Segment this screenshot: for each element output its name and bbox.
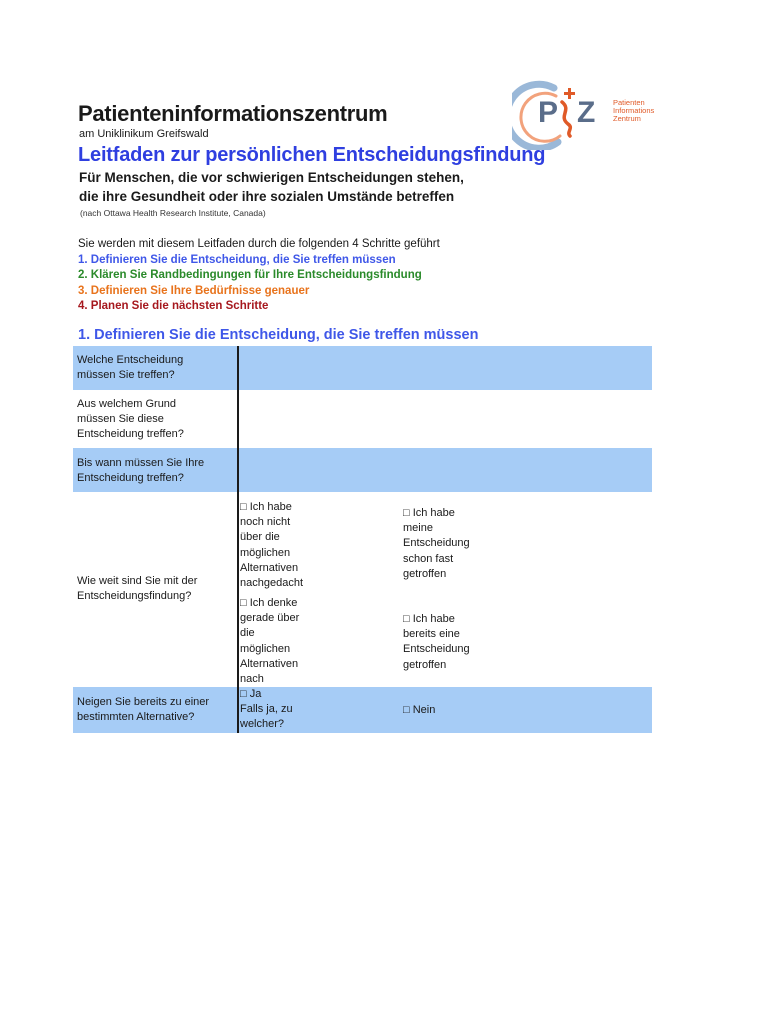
intro-lead: Sie werden mit diesem Leitfaden durch die folgenden 4 Schritte geführt [78,238,440,250]
org-subtitle: am Uniklinikum Greifswald [79,128,209,140]
checkbox-option-almost-decided[interactable]: □ Ich habe meine Entscheidung schon fast getroffen [403,507,470,580]
intro-step-1: 1. Definieren Sie die Entscheidung, die Sie treffen müssen [78,253,396,266]
question-label: Aus welchem Grund müssen Sie diese Entscheidung treffen? [77,398,184,440]
question-label: Wie weit sind Sie mit der Entscheidungsfindung? [77,575,198,602]
checkbox-option-decided[interactable]: □ Ich habe bereits eine Entscheidung getroffen [403,613,470,671]
intro-step-3: 3. Definieren Sie Ihre Bedürfnisse genauer [78,284,310,297]
question-label: Welche Entscheidung müssen Sie treffen? [77,354,184,381]
column-divider [237,346,239,733]
section-1-heading: 1. Definieren Sie die Entscheidung, die Sie treffen müssen [78,327,479,343]
document-subtitle: Für Menschen, die vor schwierigen Entscheidungen stehen, die ihre Gesundheit oder ihre sozialen Umstände betreffen [79,170,464,204]
logo-letter-p: P [538,96,559,129]
source-note: (nach Ottawa Health Research Institute, Canada) [80,208,266,218]
intro-step-4: 4. Planen Sie die nächsten Schritte [78,300,269,312]
document-title: Leitfaden zur persönlichen Entscheidungsfindung [78,144,546,166]
form-row-decision [73,346,652,390]
logo-letter-z: Z [577,96,596,129]
form-row-reason [73,390,652,448]
logo-caption: Patienten Informations Zentrum [613,98,655,123]
checkbox-option-yes[interactable]: □ Ja Falls ja, zu welcher? [240,688,293,731]
form-row-preference [73,687,652,733]
question-label: Bis wann müssen Sie Ihre Entscheidung treffen? [77,457,205,484]
form-row-progress [73,492,652,687]
form-row-deadline [73,448,652,492]
checkbox-option-not-thought[interactable]: □ Ich habe noch nicht über die möglichen Alternativen nachgedacht [240,501,303,590]
question-label: Neigen Sie bereits zu einer bestimmten Alternative? [77,696,210,723]
org-title: Patienteninformationszentrum [78,101,388,126]
intro-step-2: 2. Klären Sie Randbedingungen für Ihre Entscheidungsfindung [78,269,422,281]
intro-block [78,237,440,315]
checkbox-option-thinking[interactable]: □ Ich denke gerade über die möglichen Alternativen nach [240,597,300,686]
checkbox-option-no[interactable]: □ Nein [403,704,436,716]
